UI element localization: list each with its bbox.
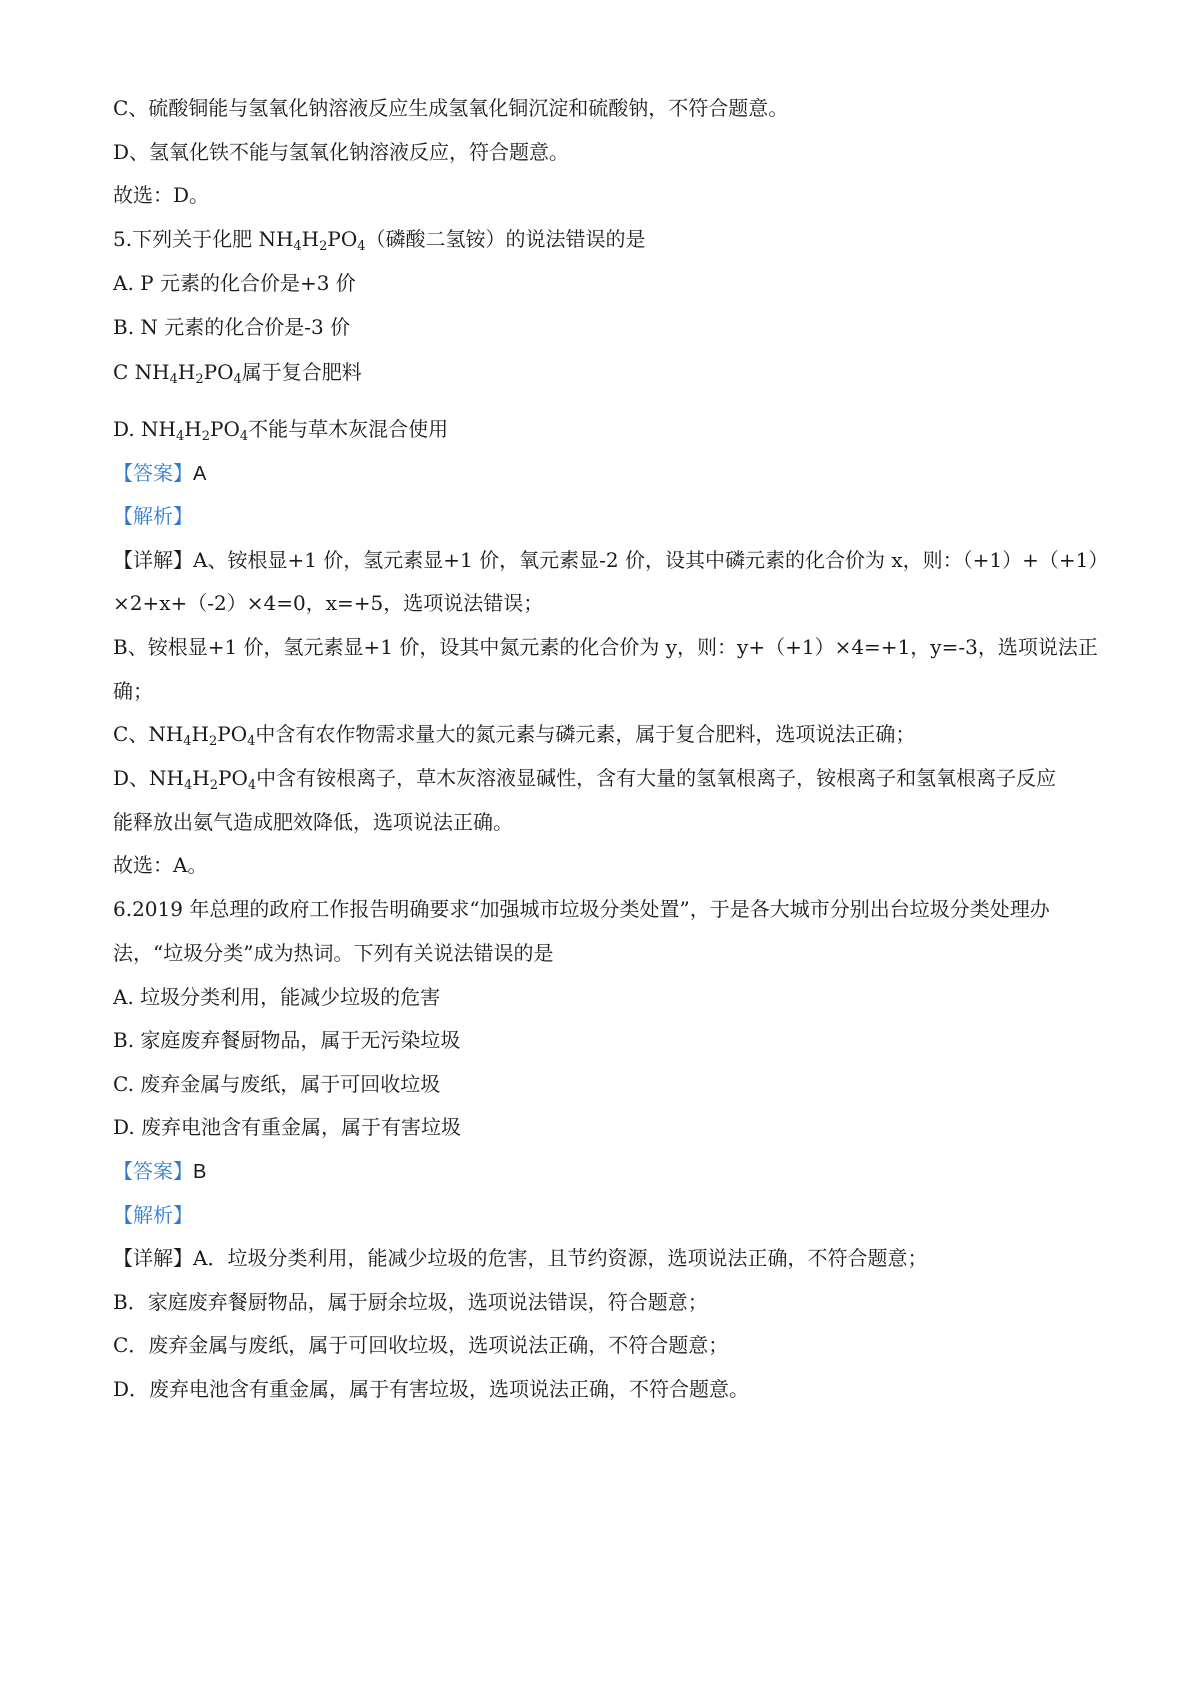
q6-stem-line2: 法，“垃圾分类”成为热词。下列有关说法错误的是 [113,941,554,965]
q5-stem-pre: 5.下列关于化肥 NH [113,227,294,251]
q4-explanation-d: D、氢氧化铁不能与氢氧化钠溶液反应，符合题意。 [113,140,570,164]
formula-sub: 4 [176,429,185,444]
formula-sub: 2 [209,778,219,793]
detail-prefix: D、 [113,766,150,790]
q4-choice: 故选：D。 [113,183,210,207]
formula-sub: 2 [195,372,204,387]
formula-part: NH [141,417,176,441]
q5-analysis-tag: 【解析】 [113,504,193,528]
q6-detail-a: 【详解】A．垃圾分类利用，能减少垃圾的危害，且节约资源，选项说法正确，不符合题意； [113,1246,928,1270]
formula-sub: 4 [233,372,242,387]
formula-part: H [191,722,209,746]
formula-part: H [184,417,202,441]
formula-part: PO [218,766,248,790]
formula-sub: 2 [201,429,211,444]
q6-option-d: D. 废弃电池含有重金属，属于有害垃圾 [113,1115,462,1139]
q6-detail-d: D．废弃电池含有重金属，属于有害垃圾，选项说法正确，不符合题意。 [113,1377,750,1401]
q4-explanation-c: C、硫酸铜能与氢氧化钠溶液反应生成氢氧化铜沉淀和硫酸钠，不符合题意。 [113,96,789,120]
q6-analysis-tag: 【解析】 [113,1203,193,1227]
q5-option-a: A. P 元素的化合价是+3 价 [113,271,356,295]
answer-value: B [193,1161,207,1183]
q5-option-b: B. N 元素的化合价是-3 价 [113,315,351,339]
option-letter: D. [113,417,142,441]
formula-sub: 4 [293,239,302,254]
formula-sub: 4 [239,429,249,444]
q5-stem-post: （磷酸二氢铵）的说法错误的是 [365,227,646,251]
q6-detail-b: B．家庭废弃餐厨物品，属于厨余垃圾，选项说法错误，符合题意； [113,1290,708,1314]
formula-part: NH [148,722,184,746]
answer-tag: 【答案】 [113,1159,193,1183]
formula-sub: 4 [247,778,257,793]
formula-part: PO [327,227,358,251]
q5-choice: 故选：A。 [113,853,208,877]
formula-sub: 4 [357,239,366,254]
answer-tag: 【答案】 [113,461,193,485]
q6-answer [113,1157,206,1186]
detail-text: 中含有农作物需求量大的氮元素与磷元素，属于复合肥料，选项说法正确； [255,722,916,746]
formula-part: PO [210,417,240,441]
formula-sub: 4 [184,778,193,793]
formula-sub: 2 [209,734,218,749]
formula-part: H [301,227,320,251]
detail-text: 中含有铵根离子，草木灰溶液显碱性，含有大量的氢氧根离子，铵根离子和氢氧根离子反应 [256,766,1057,790]
q6-option-c: C. 废弃金属与废纸，属于可回收垃圾 [113,1072,441,1096]
detail-prefix: C、 [113,722,149,746]
formula-part: PO [203,360,234,384]
formula-part: NH [149,766,184,790]
formula-sub: 4 [169,372,178,387]
q5-detail-b-line1: B、铵根显+1 价，氢元素显+1 价，设其中氮元素的化合价为 y，则：y+（+1）×4=+1，y=-3，选项说法正 [113,635,1098,659]
q5-detail-d-line2: 能释放出氨气造成肥效降低，选项说法正确。 [113,810,513,834]
q6-detail-c: C．废弃金属与废纸，属于可回收垃圾，选项说法正确，不符合题意； [113,1333,729,1357]
option-letter: C [113,360,135,384]
q5-detail-c [113,720,915,748]
q5-option-c [113,358,362,386]
q5-stem [113,225,646,253]
answer-value: A [193,463,207,485]
q5-detail-a-line2: ×2+x+（-2）×4=0，x=+5，选项说法错误； [113,591,544,615]
q5-detail-d [113,764,1056,792]
option-text: 属于复合肥料 [241,360,362,384]
q6-option-a: A. 垃圾分类利用，能减少垃圾的危害 [113,985,441,1009]
q5-detail-a-line1: 【详解】A、铵根显+1 价，氢元素显+1 价，氧元素显-2 价，设其中磷元素的化合价为 x，则：（+1）+（+1） [113,548,1109,572]
formula-part: H [192,766,210,790]
formula-part: NH [134,360,170,384]
q5-answer [113,459,206,488]
formula-part: PO [217,722,248,746]
q6-stem-line1: 6.2019 年总理的政府工作报告明确要求“加强城市垃圾分类处置”，于是各大城市分别出台垃圾分类处理办 [113,897,1050,921]
q6-option-b: B. 家庭废弃餐厨物品，属于无污染垃圾 [113,1028,461,1052]
formula-sub: 2 [319,239,328,254]
q5-detail-b-line2: 确； [113,679,153,703]
formula-sub: 4 [247,734,256,749]
q5-option-d [113,415,448,443]
formula-sub: 4 [183,734,192,749]
option-text: 不能与草木灰混合使用 [248,417,449,441]
formula-part: H [177,360,196,384]
